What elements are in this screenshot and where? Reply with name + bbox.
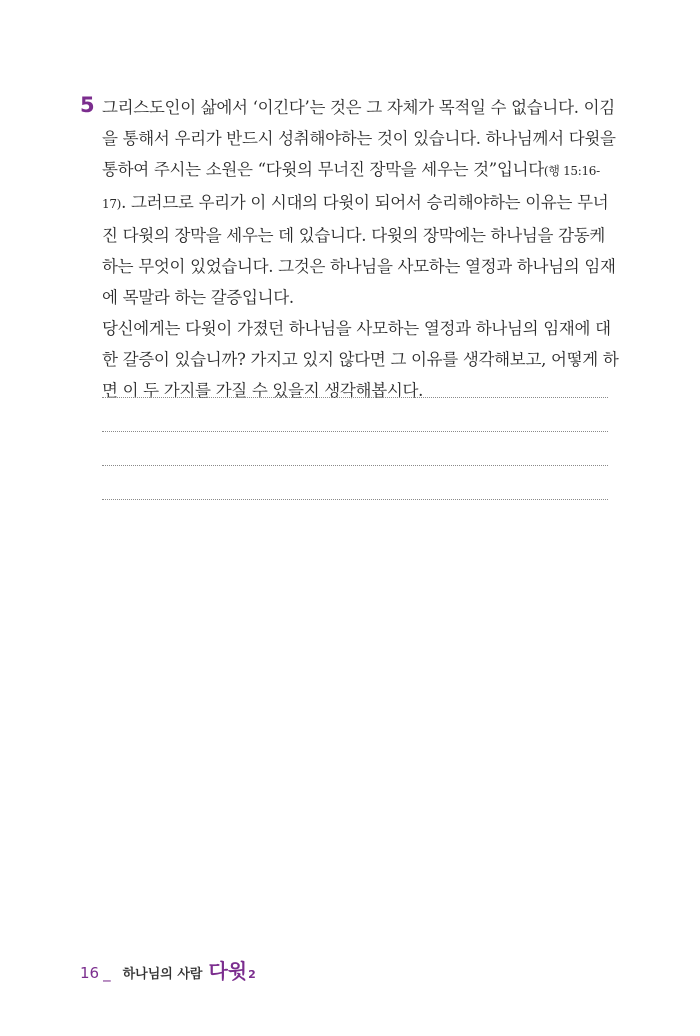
- question-paragraph-1: [102, 92, 620, 313]
- question-block: [80, 92, 620, 406]
- page-separator: _: [103, 964, 111, 982]
- book-title: 하나님의 사람: [122, 967, 203, 982]
- scripture-reference: (행 15:16-17): [102, 164, 600, 211]
- answer-line[interactable]: [102, 466, 608, 500]
- question-paragraph-1-b: . 그러므로 우리가 이 시대의 다윗이 되어서 승리해야하는 이유는 무너진 다윗의 장막을 세우는 데 있습니다. 다윗의 장막에는 하나님을 감동케 하는 무엇이 있었습니다. 그것은 하나님을 사모하는 열정과 하나님의 임재에 목말라 하는 갈증입니다.: [102, 193, 616, 307]
- question-text: [102, 92, 620, 406]
- question-number: 5: [80, 93, 95, 117]
- answer-line[interactable]: [102, 432, 608, 466]
- book-title-main: 다윗: [208, 959, 248, 983]
- question-paragraph-1-a: 그리스도인이 삶에서 ‘이긴다’는 것은 그 자체가 목적일 수 없습니다. 이김을 통해서 우리가 반드시 성취해야하는 것이 있습니다. 하나님께서 다윗을 통하여 주시는 소원은 “다윗의 무너진 장막을 세우는 것”입니다: [102, 98, 616, 179]
- question-paragraph-2: 당신에게는 다윗이 가졌던 하나님을 사모하는 열정과 하나님의 임재에 대한 갈증이 있습니까? 가지고 있지 않다면 그 이유를 생각해보고, 어떻게 하면 이 두 가지를 가질 수 있을지 생각해봅시다.: [102, 319, 619, 400]
- page-number: 16: [80, 964, 100, 982]
- page-footer: [80, 955, 256, 985]
- book-volume: 2: [248, 968, 256, 981]
- answer-area[interactable]: [102, 396, 608, 500]
- answer-line[interactable]: [102, 398, 608, 432]
